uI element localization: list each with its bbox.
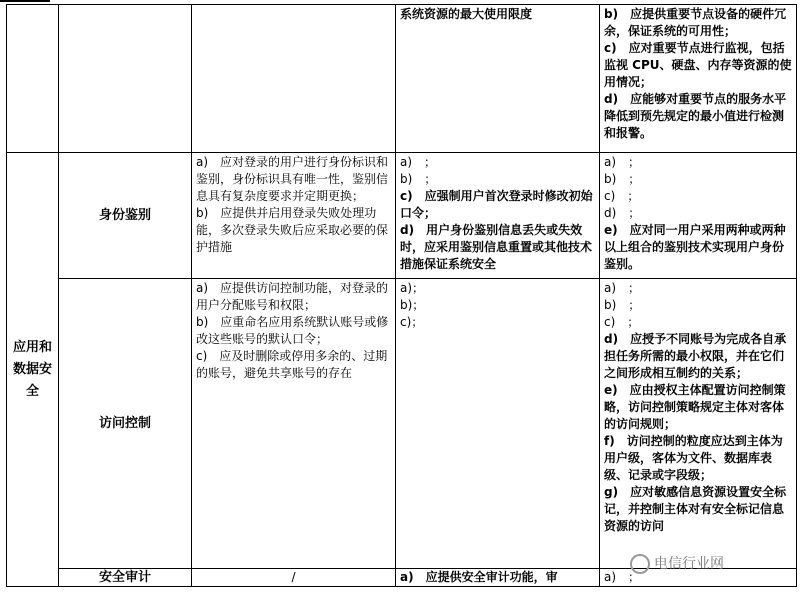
list-item: a) 应提供访问控制功能，对登录的用户分配账号和权限；	[196, 281, 389, 312]
audit-col2: /	[291, 570, 296, 584]
audit-col3: a) 应提供安全审计功能，审	[400, 570, 558, 584]
cell-text	[192, 569, 396, 587]
list-item: b) 应提供并启用登录失败处理功能，多次登录失败后应采取必要的保护措施	[196, 206, 389, 254]
subcategory-cell	[59, 569, 192, 587]
cell-empty	[192, 5, 396, 153]
cell-list	[396, 279, 600, 569]
list-item: b) 应重命名应用系统默认账号或修改这些账号的默认口令；	[196, 315, 389, 346]
cell-empty	[7, 5, 59, 153]
cell-list	[600, 153, 797, 279]
list-item: a) ；	[400, 155, 437, 169]
list-item: d) 应授予不同账号为完成各自承担任务所需的最小权限，并在它们之间形成相互制约的关系；	[604, 332, 787, 380]
list-item: f) 访问控制的粒度应达到主体为用户级，客体为文件、数据库表级、记录或字段级；	[604, 434, 783, 482]
page-edge-line	[0, 0, 50, 2]
list-item: a)；	[400, 281, 425, 295]
list-item: b) 应提供重要节点设备的硬件冗余，保证系统的可用性；	[604, 7, 787, 38]
subcategory-cell	[59, 153, 192, 279]
list-item: c) ；	[604, 315, 640, 329]
list-item: b)；	[400, 298, 425, 312]
cell-text	[396, 5, 600, 153]
list-item: e) 应对同一用户采用两种或两种以上组合的鉴别技术实现用户身份鉴别。	[604, 223, 786, 271]
list-item: b) ；	[604, 172, 641, 186]
cell-list	[600, 279, 797, 569]
category-label: 应用和数据安全	[13, 339, 53, 399]
list-item: a) ；	[604, 155, 641, 169]
table-row	[7, 279, 797, 569]
cell-text	[396, 569, 600, 587]
security-requirements-table	[6, 4, 797, 587]
list-item: d) ；	[604, 206, 641, 220]
cell-empty	[59, 5, 192, 153]
resource-limit-text: 系统资源的最大使用限度	[400, 7, 533, 21]
list-item: c) 应对重要节点进行监视，包括监视 CPU、硬盘、内存等资源的使用情况；	[604, 41, 792, 89]
table-row	[7, 153, 797, 279]
list-item: a) 应对登录的用户进行身份标识和鉴别，身份标识具有唯一性，鉴别信息具有复杂度要求并定期更换；	[196, 155, 389, 203]
table-row	[7, 5, 797, 153]
cell-list	[396, 153, 600, 279]
list-item: b) ；	[604, 298, 641, 312]
list-item: c) 应强制用户首次登录时修改初始口令；	[400, 189, 593, 220]
audit-label: 安全审计	[98, 570, 151, 585]
list-item: c) ；	[604, 189, 640, 203]
wechat-icon	[630, 554, 650, 574]
identity-label: 身份鉴别	[98, 208, 151, 223]
list-item: d) 用户身份鉴别信息丢失或失效时，应采用鉴别信息重置或其他技术措施保证系统安全	[400, 223, 593, 271]
watermark	[630, 553, 724, 574]
list-item: c) 应及时删除或停用多余的、过期的账号，避免共享账号的存在	[196, 349, 388, 380]
audit-col4: a) ；	[604, 570, 641, 584]
access-label: 访问控制	[98, 416, 151, 431]
category-cell	[7, 153, 59, 587]
list-item: c)；	[400, 315, 424, 329]
watermark-text: 电信行业网	[654, 556, 724, 572]
list-item: g) 应对敏感信息资源设置安全标记，并控制主体对有安全标记信息资源的访问	[604, 485, 787, 533]
subcategory-cell	[59, 279, 192, 569]
cell-list	[192, 279, 396, 569]
cell-list	[600, 5, 797, 153]
list-item: e) 应由授权主体配置访问控制策略，访问控制策略规定主体对客体的访问规则；	[604, 383, 786, 431]
cell-list	[192, 153, 396, 279]
list-item: b) ；	[400, 172, 437, 186]
list-item: d) 应能够对重要节点的服务水平降低到预先规定的最小值进行检测和报警。	[604, 92, 787, 140]
list-item: a) ；	[604, 281, 641, 295]
